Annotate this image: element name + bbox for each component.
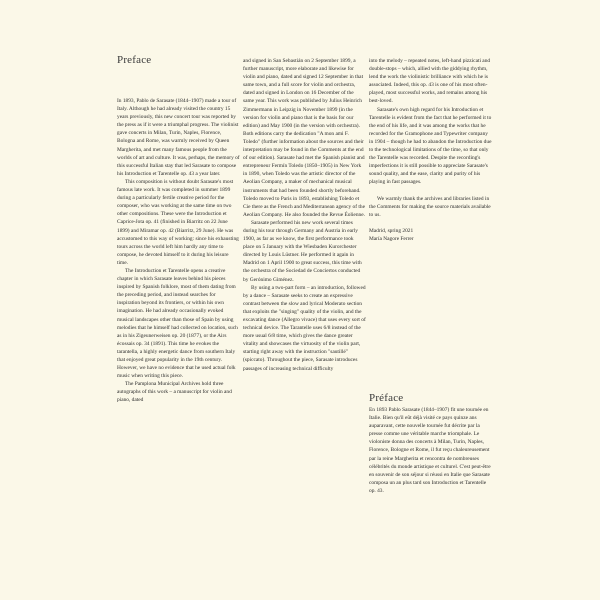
column-1 xyxy=(117,97,240,405)
paragraph: This composition is without doubt Sarasate's most famous late work. It was completed in summer 1899 during a particularly fertile creative period for the composer, who was working at the same time on two other compositions. These were the Introduction et Caprice-Jota op. 41 (finished in Biarritz on 22 June 1899) and Miramar op. 42 (Biarritz, 29 June). He was accustomed to this way of working: since his exhausting tours across the world left him hardly any time to compose, he devoted himself to it during his leisure time. xyxy=(117,178,239,266)
column-2 xyxy=(243,57,366,373)
paragraph: and signed in San Sebastián on 2 September 1899, a further manuscript, more elaborate and likewise for violin and piano, dated and signed 12 September in that same town, and a full score for violin and orchestra, dated and signed in London on 16 December of the same year. This work was published by Julius Heinrich Zimmermann in Leipzig in November 1899 (in the version for violin and piano that is the basis for our edition) and May 1900 (in the version with orchestra). Both editions carry the dedication "A mon ami F. Toledo" (further information about the sources and their interpretation may be found in the Comments at the end of our edition). Sarasate had met the Spanish pianist and entrepreneur Fermín Toledo (1850–1905) in New York in 1890, when Toledo was the artistic director of the Aeolian Company, a maker of mechanical musical instruments that had been founded shortly beforehand. Toledo moved to Paris in 1893, establishing Toledo et Cie there as the French and Mediterranean agency of the Aeolian Company. He also founded the Revue Éolienne. xyxy=(243,58,365,218)
paragraph: The Introduction et Tarentelle opens a creative chapter in which Sarasate leaves behind his pieces inspired by Spanish folklore, most of them dating from the preceding period, and instead searches for inspiration beyond its frontiers, or within his own imagination. He had already occasionally evoked musical landscapes other than those of Spain by using melodies that he himself had collected on location, such as in his Zigeunerweisen op. 20 (1877), or the Airs écossais op. 34 (1891). This time he evokes the tarantella, a highly energetic dance from southern Italy that enjoyed great popularity in the 19th century. However, we have no evidence that he used actual folk music when writing this piece. xyxy=(117,267,238,380)
preface-heading-french: Préface xyxy=(369,392,404,404)
paragraph: En 1893 Pablo Sarasate (1844–1907) fit une tournée en Italie. Bien qu'il eût déjà visité ce pays quinze ans auparavant, cette nouvelle tournée fut décrite par la presse comme une véritable marche triomphale. Le violoniste donna des concerts à Milan, Turin, Naples, Florence, Bologne et Rome, il fut reçu chaleureusement par la reine Margherita et rencontra de nombreuses célébrités du monde artistique et culturel. C'est peut-être en souvenir de son séjour si réussi en Italie que Sarasate composa un an plus tard son Introduction et Tarentelle op. 43. xyxy=(369,407,491,494)
paragraph: We warmly thank the archives and libraries listed in the Comments for making the source materials available to us. xyxy=(369,195,491,218)
preface-heading: Preface xyxy=(117,54,152,66)
paragraph: into the melody – repeated notes, left-hand pizzicati and double-stops – which, allied with the giddying rhythm, lend the work the violinistic brilliance with which he is associated. Indeed, this op. 43 is one of his most often-played, most successful works, and remains among his best-loved. xyxy=(369,58,491,105)
paragraph: Sarasate's own high regard for his Introduction et Tarentelle is evident from the fact that he performed it to the end of his life, and it was among the works that he recorded for the Gramophone and Typewriter company in 1904 – though he had to abandon the Introduction due to the technological limitations of the time, so that only the Tarentelle was recorded. Despite the recording's imperfections it is still possible to appreciate Sarasate's sound quality, and the ease, clarity and purity of his playing in fast passages. xyxy=(369,106,492,186)
paragraph: By using a two-part form – an introduction, followed by a dance – Sarasate seeks to create an expressive contrast between the slow and lyrical Moderato section that exploits the "singing" quality of the violin, and the excavating dance (Allegro vivace) that uses every sort of technical device. The Tarantelle uses 6/8 instead of the more usual 6/8 time, which gives the dance greater vitality and showcases the virtuosity of the violin part, starting right away with the instruction "sautillé" (spiccato). Throughout the piece, Sarasate introduces passages of increasing technical difficulty xyxy=(243,284,366,372)
paragraph: In 1893, Pablo de Sarasate (1844–1907) made a tour of Italy. Although he had already visited the country 15 years previously, this new concert tour was reported by the press as if it were a triumphal progress. The violinist gave concerts in Milan, Turin, Naples, Florence, Bologna and Rome, was warmly received by Queen Margherita, and met many famous people from the worlds of art and culture. It was, perhaps, the memory of this successful Italian stay that led Sarasate to compose his Introduction et Tarentelle op. 43 a year later. xyxy=(117,98,240,177)
column-3 xyxy=(369,57,492,243)
paragraph: Sarasate performed his new work several times during his tour through Germany and Austria in early 1900, as far as we know, the first performance took place on 5 January with the Wiesbaden Kurorchester directed by Louis Lüstner. He performed it again in Madrid on 1 April 1900 to great success, this time with the orchestra of the Sociedad de Conciertos conducted by Gerónimo Giménez. xyxy=(243,219,362,283)
signature: Madrid, spring 2021 María Nagore Ferrer xyxy=(369,227,414,243)
column-3-french xyxy=(369,406,492,495)
paragraph: The Pamplona Municipal Archives hold three autographs of this work – a manuscript for violin and piano, dated xyxy=(117,381,232,404)
